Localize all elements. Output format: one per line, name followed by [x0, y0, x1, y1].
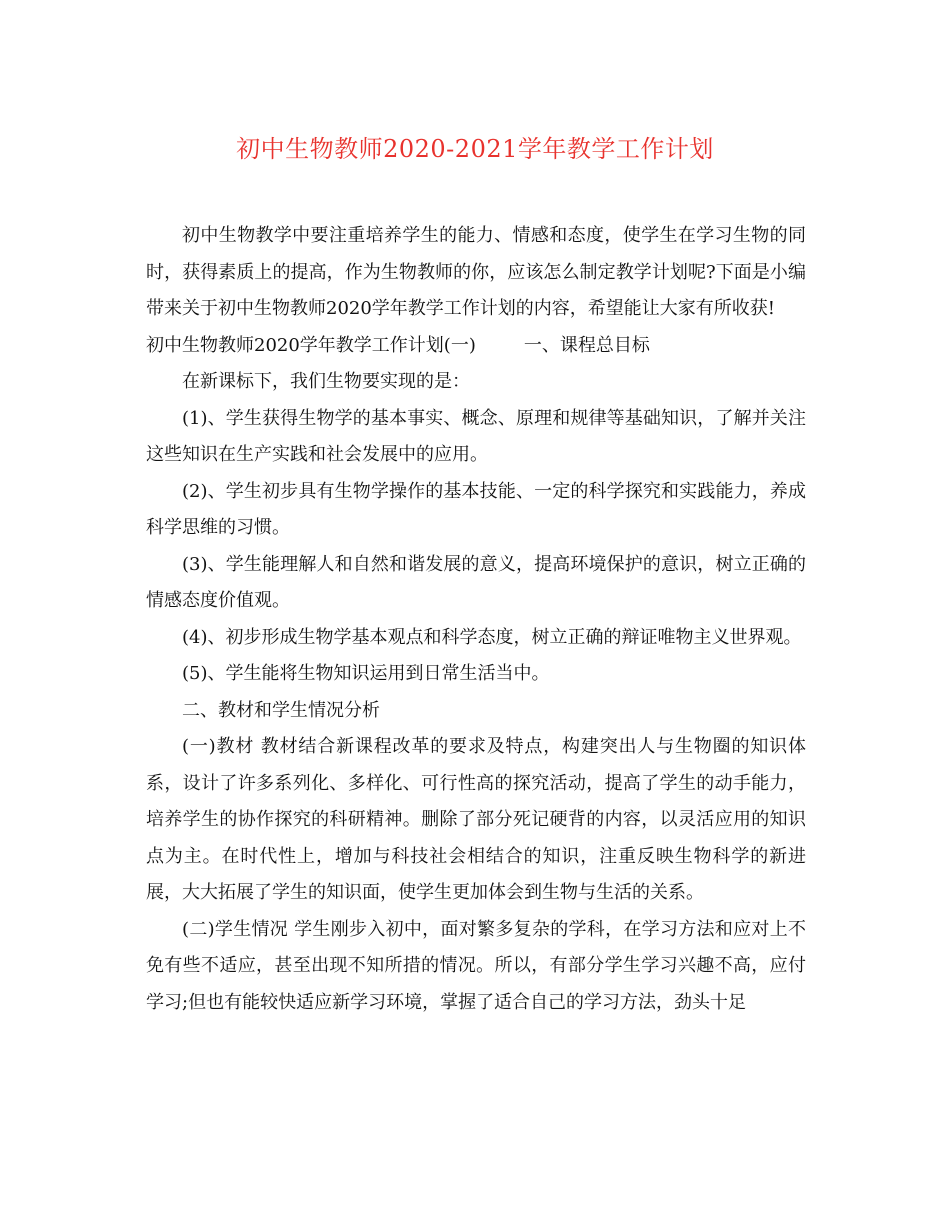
- section-heading-line: [146, 328, 806, 365]
- materials-paragraph: (一)教材 教材结合新课程改革的要求及特点，构建突出人与生物圈的知识体系，设计了许多系列化、多样化、可行性高的探究活动，提高了学生的动手能力，培养学生的协作探究的科研精神。删除了部分死记硬背的内容，以灵活应用的知识点为主。在时代性上，增加与科技社会相结合的知识，注重反映生物科学的新进展，大大拓展了学生的知识面，使学生更加体会到生物与生活的关系。: [146, 736, 806, 903]
- goal-item-5: (5)、学生能将生物知识运用到日常生活当中。: [182, 663, 550, 684]
- document-body: [146, 218, 806, 1021]
- students-paragraph: (二)学生情况 学生刚步入初中，面对繁多复杂的学科，在学习方法和应对上不免有些不适应，甚至出现不知所措的情况。所以，有部分学生学习兴趣不高，应付学习;但也有能较快适应新学习环境，掌握了适合自己的学习方法，劲头十足: [146, 918, 806, 1013]
- section-heading: 初中生物教师2020学年教学工作计划(一): [146, 334, 476, 356]
- analysis-heading: 二、教材和学生情况分析: [182, 699, 380, 721]
- goal-item-2: (2)、学生初步具有生物学操作的基本技能、一定的科学探究和实践能力，养成科学思维的习惯。: [146, 480, 806, 538]
- goal-item-1: (1)、学生获得生物学的基本事实、概念、原理和规律等基础知识，了解并关注这些知识在生产实践和社会发展中的应用。: [146, 407, 806, 465]
- goal-item-3: (3)、学生能理解人和自然和谐发展的意义，提高环境保护的意识，树立正确的情感态度价值观。: [146, 553, 806, 611]
- document-title: 初中生物教师2020-2021学年教学工作计划: [236, 135, 714, 163]
- intro-paragraph: 初中生物教学中要注重培养学生的能力、情感和态度，使学生在学习生物的同时，获得素质上的提高，作为生物教师的你，应该怎么制定教学计划呢?下面是小编带来关于初中生物教师2020学年教学工作计划的内容，希望能让大家有所收获!: [146, 225, 806, 319]
- goal-item-4: (4)、初步形成生物学基本观点和科学态度，树立正确的辩证唯物主义世界观。: [182, 626, 802, 648]
- goal-heading: 一、课程总目标: [523, 334, 650, 356]
- goal-intro: 在新课标下，我们生物要实现的是：: [182, 371, 470, 392]
